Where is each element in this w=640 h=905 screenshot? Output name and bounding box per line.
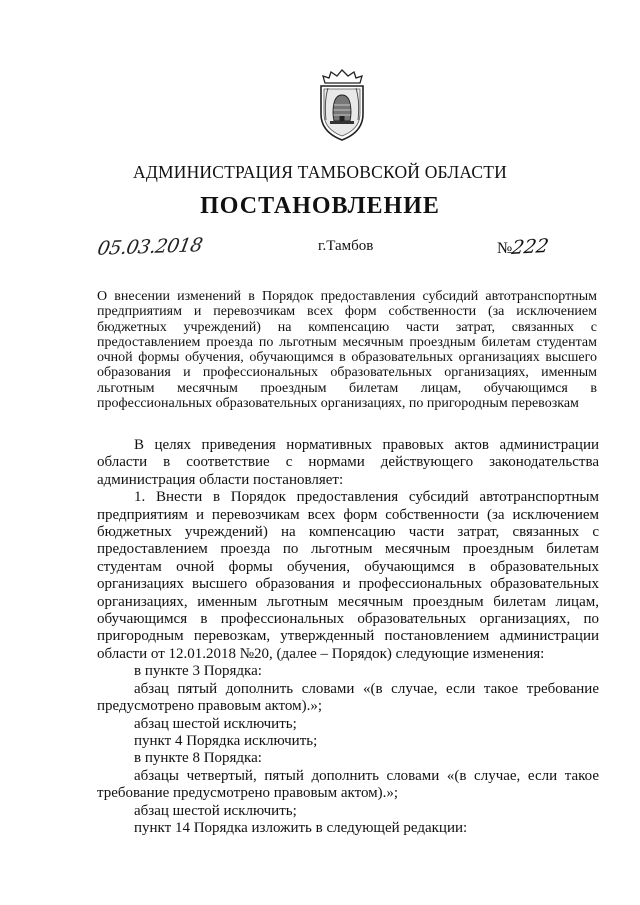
paragraph: В целях приведения нормативных правовых актов администрации области в соответствие с нормами действующего законодательства администрация области постановляет: bbox=[97, 437, 599, 488]
document-subject: О внесении изменений в Порядок предоставления субсидий автотранспортным предприятиям и перевозчикам всех форм собственности (за исключением бюджетных учреждений) на компенсацию части затрат, связанных с предоставлением проезда по льготным месячным проездным билетам студентам очной формы обучения, обучающимся в образовательных организациях высшего образования и профессиональных образовательных организациях, именным льготным месячным проездным билетам лицам, обучающимся в профессиональных образовательных организациях, по пригородным перевозкам bbox=[97, 289, 597, 412]
paragraph: абзац шестой исключить; bbox=[134, 802, 297, 819]
paragraph: в пункте 3 Порядка: bbox=[134, 663, 262, 680]
paragraph: абзацы четвертый, пятый дополнить словами «(в случае, если такое требование предусмотрено правовым актом).»; bbox=[97, 767, 599, 802]
document-type-title: ПОСТАНОВЛЕНИЕ bbox=[200, 193, 440, 219]
handwritten-date: 05.03.2018 bbox=[95, 234, 205, 260]
paragraph: пункт 14 Порядка изложить в следующей редакции: bbox=[134, 819, 468, 836]
paragraph: абзац пятый дополнить словами «(в случае, если такое требование предусмотрено правовым актом).»; bbox=[97, 680, 599, 715]
document-body bbox=[97, 437, 599, 837]
document-number bbox=[497, 236, 549, 258]
handwritten-number: 222 bbox=[510, 235, 551, 259]
paragraph: в пункте 8 Порядка: bbox=[134, 750, 262, 767]
agency-name: АДМИНИСТРАЦИЯ ТАМБОВСКОЙ ОБЛАСТИ bbox=[133, 162, 507, 182]
paragraph: абзац шестой исключить; bbox=[134, 715, 297, 732]
paragraph: пункт 4 Порядка исключить; bbox=[134, 732, 318, 749]
city: г.Тамбов bbox=[318, 238, 374, 254]
paragraph: 1. Внести в Порядок предоставления субсидий автотранспортным предприятиям и перевозчикам всех форм собственности (за исключением бюджетных учреждений) на компенсацию части затрат, связанных с предоставлением проезда по льготным месячным проездным билетам студентам очной формы обучения, обучающимся в образовательных организациях высшего образования и профессиональных образовательных организациях, именным льготным месячным проездным билетам лицам, обучающимся в профессиональных образовательных организациях, по пригородным перевозкам, утвержденный постановлением администрации области от 12.01.2018 №20, (далее – Порядок) следующие изменения: bbox=[97, 489, 599, 662]
number-sign: № bbox=[497, 240, 513, 257]
coat-of-arms-icon bbox=[315, 68, 369, 142]
